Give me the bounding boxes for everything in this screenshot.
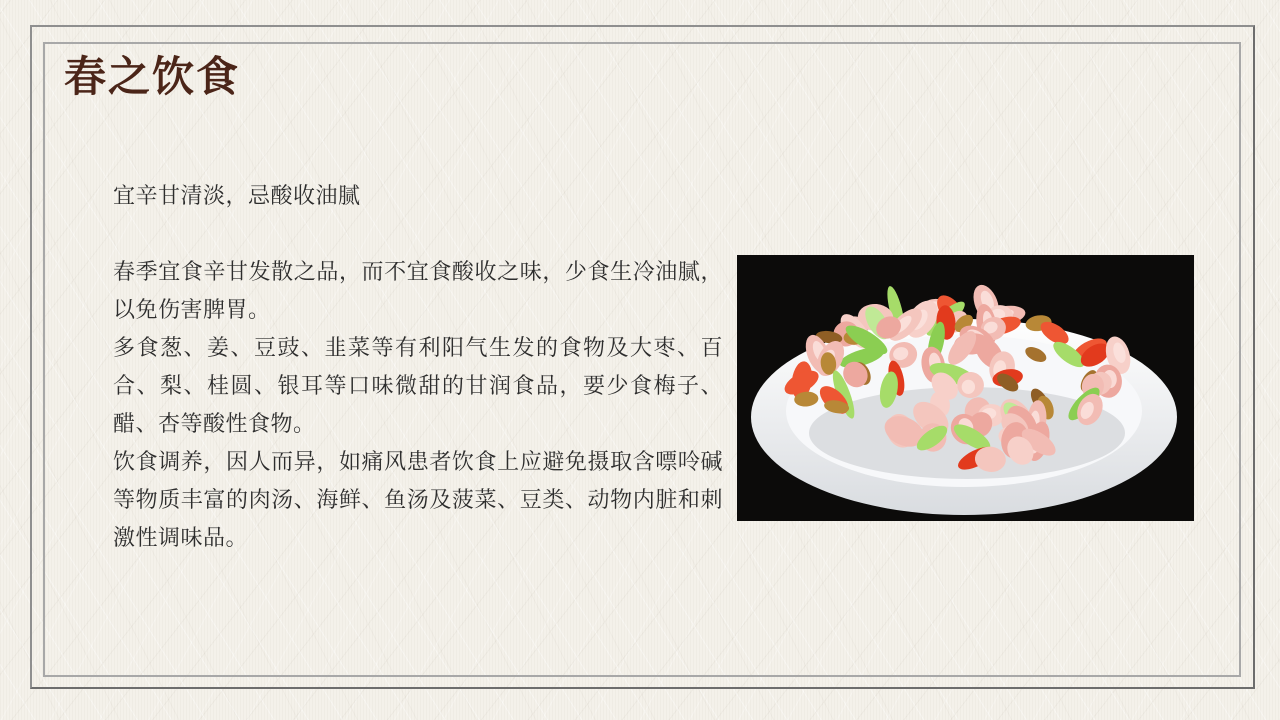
- body-text-block: [113, 178, 723, 558]
- body-paragraph-1: 春季宜食辛甘发散之品，而不宜食酸收之味，少食生冷油腻，以免伤害脾胃。: [113, 260, 723, 323]
- page-title: 春之饮食: [64, 52, 241, 101]
- body-paragraph-3: 饮食调养，因人而异，如痛风患者饮食上应避免摄取含嘌呤碱等物质丰富的肉汤、海鲜、鱼汤及菠菜、豆类、动物内脏和刺激性调味品。: [113, 450, 723, 551]
- dish-photo-svg: [737, 255, 1194, 521]
- subtitle-line: 宜辛甘清淡，忌酸收油腻: [113, 184, 361, 209]
- body-paragraph-2: 多食葱、姜、豆豉、韭菜等有利阳气生发的食物及大枣、百合、梨、桂圆、银耳等口味微甜的甘润食品，要少食梅子、醋、杏等酸性食物。: [113, 336, 723, 437]
- dish-photo: [737, 255, 1194, 521]
